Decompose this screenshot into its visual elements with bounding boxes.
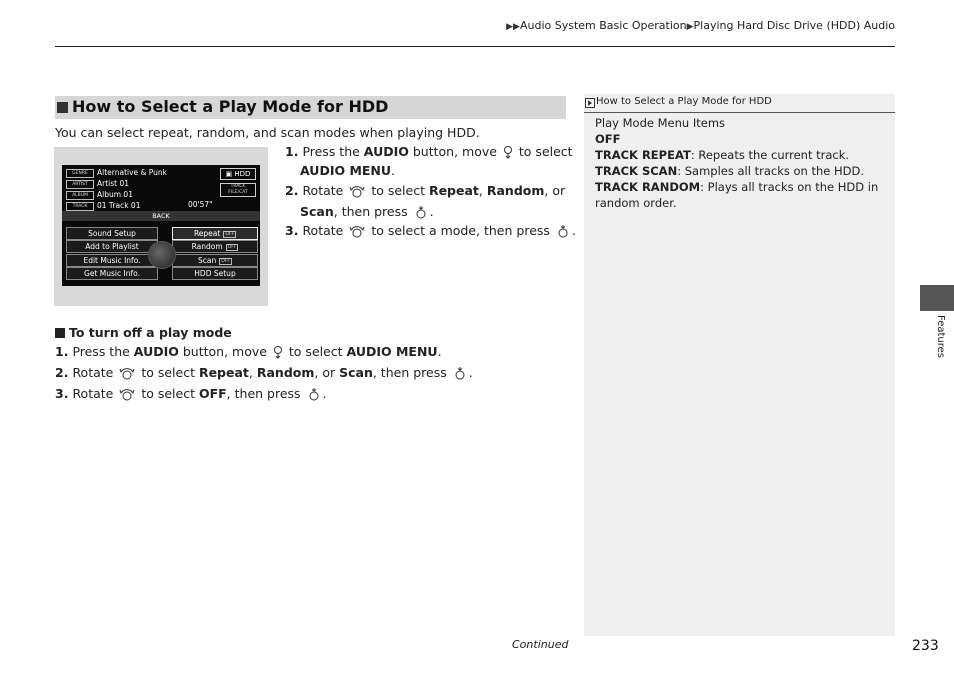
audio-screen xyxy=(62,165,260,286)
screen-menu-add-playlist: Add to Playlist xyxy=(66,240,158,253)
header-divider xyxy=(55,46,895,47)
chapter-tab-label[interactable]: Features xyxy=(935,315,946,358)
screen-track-file: TRACK FILE/CAT xyxy=(220,183,256,197)
sidebar-line-random: TRACK RANDOM: Plays all tracks on the HDD in xyxy=(595,180,879,194)
sidebar-line-scan: TRACK SCAN: Samples all tracks on the HDD. xyxy=(595,164,865,178)
screen-knob-icon xyxy=(148,241,176,269)
rotate-icon xyxy=(349,224,365,240)
screen-source-badge: ▣ HDD xyxy=(220,168,256,180)
chapter-tab[interactable] xyxy=(920,285,954,311)
press-icon xyxy=(414,205,428,220)
main-step-2-cont: Scan, then press . xyxy=(300,204,434,219)
move-down-icon xyxy=(503,145,513,160)
main-step-3: 3. Rotate to select a mode, then press . xyxy=(285,223,576,238)
sidebar-line-off: OFF xyxy=(595,132,621,146)
sidebar-header xyxy=(584,94,895,113)
sub-step-2: 2. Rotate to select Repeat, Random, or Scan, then press . xyxy=(55,365,473,380)
press-icon xyxy=(453,366,467,381)
screen-back-bar: BACK xyxy=(62,211,260,221)
page-number: 233 xyxy=(912,638,939,654)
main-step-2: 2. Rotate to select Repeat, Random, or xyxy=(285,183,566,198)
screen-track-row: TRACK 01 Track 01 xyxy=(66,201,140,211)
breadcrumb-item-1[interactable]: Audio System Basic Operation xyxy=(519,19,687,32)
main-step-1: 1. Press the AUDIO button, move to select xyxy=(285,144,573,159)
sidebar-title: How to Select a Play Mode for HDD xyxy=(596,96,772,107)
rotate-icon xyxy=(349,184,365,200)
press-icon xyxy=(556,224,570,239)
screen-album-row: ALBUM Album 01 xyxy=(66,190,133,200)
subsection-title: To turn off a play mode xyxy=(55,325,232,340)
move-down-icon xyxy=(273,345,283,360)
sub-step-3: 3. Rotate to select OFF, then press . xyxy=(55,386,327,401)
section-square-icon xyxy=(57,102,68,113)
screen-time: 00'57" xyxy=(188,200,213,209)
screen-menu-sound-setup: Sound Setup xyxy=(66,227,158,240)
section-header xyxy=(55,96,566,119)
press-icon xyxy=(307,387,321,402)
rotate-icon xyxy=(119,387,135,403)
section-title: How to Select a Play Mode for HDD xyxy=(72,97,389,116)
breadcrumb-item-2[interactable]: Playing Hard Disc Drive (HDD) Audio xyxy=(693,19,895,32)
screen-artist-row: ARTIST Artist 01 xyxy=(66,179,129,189)
main-step-1-cont: AUDIO MENU. xyxy=(300,163,396,178)
breadcrumb xyxy=(506,19,895,32)
screen-menu-scan: Scan OFF xyxy=(172,254,258,267)
section-intro: You can select repeat, random, and scan modes when playing HDD. xyxy=(55,125,480,140)
audio-screen-image xyxy=(54,147,268,306)
subsection-square-icon xyxy=(55,328,65,338)
sidebar-line-heading: Play Mode Menu Items xyxy=(595,116,726,130)
reference-arrow-icon[interactable] xyxy=(585,98,595,108)
breadcrumb-arrow-icon: ▶▶ xyxy=(506,22,520,32)
rotate-icon xyxy=(119,366,135,382)
screen-menu-random: Random OFF xyxy=(172,240,258,253)
screen-menu-edit-info: Edit Music Info. xyxy=(66,254,158,267)
continued-label: Continued xyxy=(512,638,569,651)
sidebar-line-repeat: TRACK REPEAT: Repeats the current track. xyxy=(595,148,850,162)
screen-genre-row: GENRE Alternative & Punk xyxy=(66,168,167,178)
sub-step-1: 1. Press the AUDIO button, move to select AUDIO MENU. xyxy=(55,344,442,359)
sidebar-notes xyxy=(584,94,895,636)
screen-menu-get-info: Get Music Info. xyxy=(66,267,158,280)
screen-menu-repeat: Repeat OFF xyxy=(172,227,258,240)
disc-icon: ▣ xyxy=(225,170,235,178)
screen-menu-hdd-setup: HDD Setup xyxy=(172,267,258,280)
breadcrumb-arrow-icon: ▶ xyxy=(686,22,694,32)
sidebar-line-random-cont: random order. xyxy=(595,196,677,210)
